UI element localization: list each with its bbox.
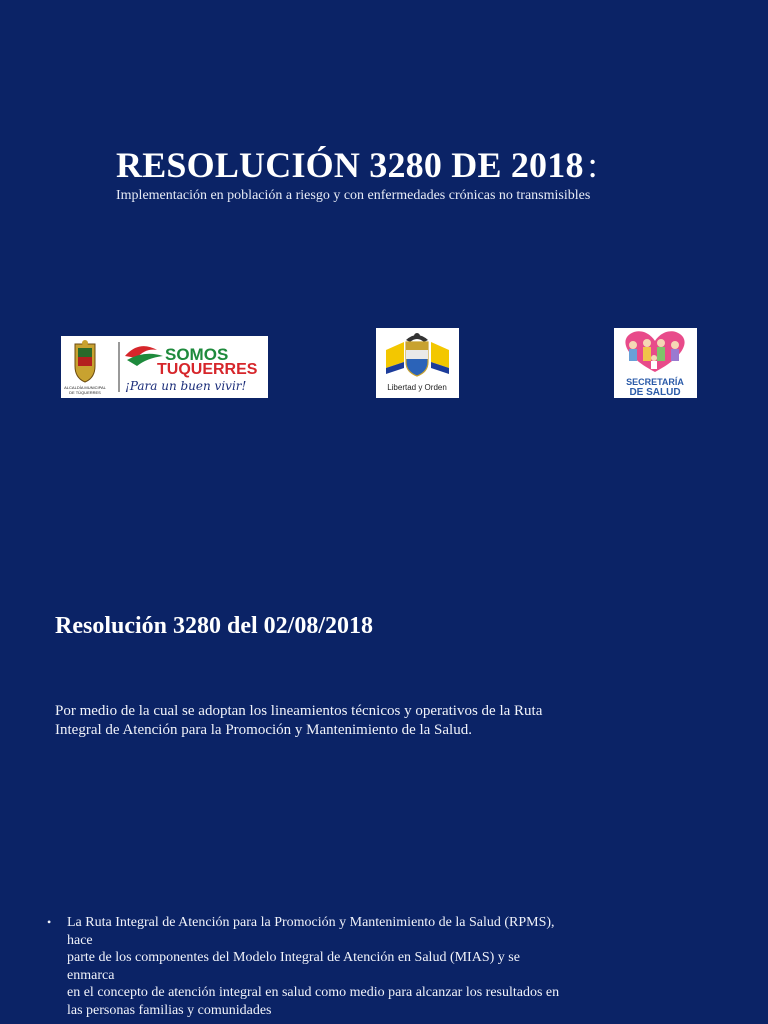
page-title <box>116 143 736 187</box>
colombia-shield-icon <box>386 333 449 376</box>
paragraph-line: Integral de Atención para la Promoción y Mantenimiento de la Salud. <box>55 722 472 738</box>
colombia-coat-of-arms-logo <box>376 328 459 398</box>
section-heading: Resolución 3280 del 02/08/2018 <box>55 613 374 639</box>
somos-text: SOMOS <box>165 345 229 364</box>
secretaria-de-salud-logo <box>614 328 697 398</box>
section-paragraph <box>55 702 615 740</box>
alcaldia-line2: DE TÚQUERRES <box>69 390 101 395</box>
page-subtitle: Implementación en población a riesgo y con enfermedades crónicas no transmisibles <box>116 188 591 203</box>
title-text: RESOLUCIÓN 3280 DE 2018 <box>116 145 584 185</box>
tuquerres-text: TUQUERRES <box>157 361 258 378</box>
salud-line1: SECRETARÍA <box>626 377 684 387</box>
title-block <box>116 143 736 205</box>
slogan-text: ¡Para un buen vivir! <box>125 379 247 393</box>
tuquerres-shield-icon <box>75 340 95 382</box>
bullet-item <box>45 914 605 1019</box>
bullet-marker: • <box>47 915 52 929</box>
bullet-line: hace <box>67 932 93 948</box>
family-heart-icon <box>625 331 684 372</box>
bullet-line: las personas familias y comunidades <box>67 1002 272 1018</box>
bullet-line: en el concepto de atención integral en salud como medio para alcanzar los resultados en <box>67 985 560 1000</box>
paragraph-line: Por medio de la cual se adoptan los lineamientos técnicos y operativos de la Ruta <box>55 703 543 719</box>
bullet-line: enmarca <box>67 967 115 983</box>
colombia-motto: Libertad y Orden <box>387 383 447 392</box>
title-colon: : <box>587 145 598 185</box>
bullet-line: La Ruta Integral de Atención para la Promoción y Mantenimiento de la Salud (RPMS), <box>67 915 555 930</box>
salud-line2: DE SALUD <box>629 387 681 398</box>
bullet-list <box>45 914 605 1019</box>
somos-tuquerres-logo <box>61 336 268 398</box>
alcaldia-line1: ALCALDÍA MUNICIPAL <box>64 385 106 390</box>
bullet-line: parte de los componentes del Modelo Integral de Atención en Salud (MIAS) y se <box>67 950 520 965</box>
